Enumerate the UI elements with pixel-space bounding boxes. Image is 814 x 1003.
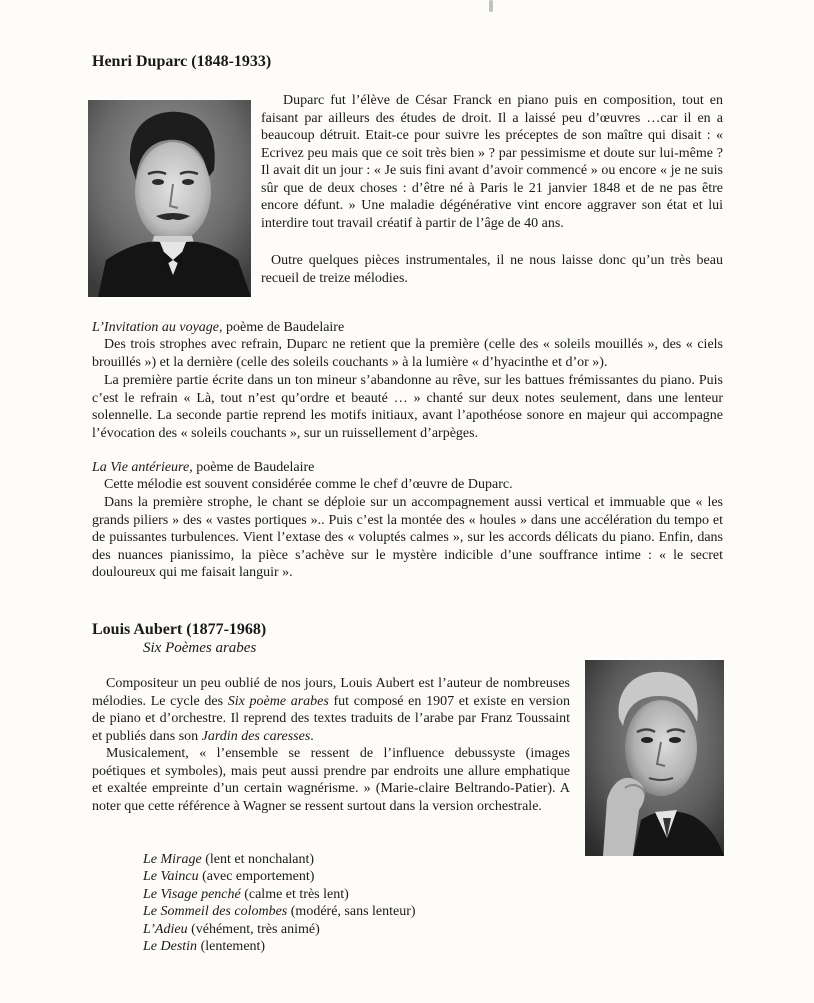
invitation-poet: poème de Baudelaire [222,320,345,335]
duparc-bio-text-2: Outre quelques pièces instrumentales, il ne nous laisse donc qu’un très beau recueil de treize mélodies. [261,253,723,286]
scan-mark [489,0,493,12]
aubert-paragraph-1 [92,675,570,745]
melodie-item [143,868,416,885]
aubert-text-1-italic-cycle: Six poème arabes [227,693,329,709]
vie-title: La Vie antérieure, [92,460,193,475]
melodie-tempo: (avec emportement) [198,869,315,885]
melodie-tempo: (modéré, sans lenteur) [287,904,416,920]
aubert-text-1-italic-jardin: Jardin des caresses [201,728,311,744]
duparc-portrait [88,100,251,297]
vie-text-1: Cette mélodie est souvent considérée comme le chef d’œuvre de Duparc. [104,477,513,492]
melodie-item [143,851,416,868]
melodie-title: Le Vaincu [143,869,199,885]
aubert-subtitle: Six Poèmes arabes [143,640,257,656]
invitation-title: L’Invitation au voyage, [92,320,223,335]
duparc-bio-text-1: Duparc fut l’élève de César Franck en piano puis en composition, tout en faisant par ailleurs des études de droit. Il a laissé peu d’œuvres …car il en a beaucoup détruit. Etait-ce pour suivre les préceptes de son maître qui disait : « Ecrivez peu mais que ce soit très bien » ? par pessimisme et doute sur lui-même ? Il avait dit un jour : « Je suis fini avant d’avoir commencé » ou encore « je ne suis sûr que de deux choses : d’être né à Paris le 21 janvier 1848 et de ne pas être encore défunt. » Une maladie dégénérative vint encore aggraver son état et lui interdire tout travail créatif à partir de l’âge de 40 ans. [261,93,723,231]
duparc-bio-paragraph-2 [261,252,723,287]
aubert-text-2: Musicalement, « l’ensemble se ressent de l’influence debussyste (images poétiques et symboles), mais peut aussi prendre par endroits une allure emphatique et exaltée empreinte d’un certain wagnérisme. » (Marie-claire Beltrando-Patier). A noter que cette référence à Wagner se ressent surtout dans la version orchestrale. [92,746,570,814]
aubert-text-1a: Compositeur un peu oublié de nos jours, Louis Aubert est l’auteur de nombreuses mélodies. Le cycle des [92,676,570,709]
melodie-title: Le Mirage [143,852,202,867]
melodies-list [143,851,416,955]
aubert-paragraph-2 [92,745,570,815]
aubert-text-1b: fut composé en 1907 et existe en version de piano et d’orchestre. Il reprend des textes traduits de l’arabe par Franz Toussaint et publiés dans son [92,693,570,744]
vie-paragraph-1 [92,476,723,494]
vie-text-2: Dans la première strophe, le chant se déploie sur un accompagnement aussi vertical et immuable que « les grands piliers » des « vastes portiques ».. Puis c’est la montée des « houles » dans une accélération du tempo et de puissantes turbulences. Vient l’extase des « voluptés calmes », sur les accords délicats du piano. Enfin, dans des nuances pianissimo, la pièce s’achève sur le mystère indicible d’une souffrance intime : « le secret douloureux qui me faisait languir ». [92,495,723,580]
aubert-heading: Louis Aubert (1877-1968) [92,621,267,638]
vie-poet: poème de Baudelaire [192,460,315,475]
melodie-tempo: (calme et très lent) [240,886,349,902]
melodie-tempo: (lent et nonchalant) [201,852,315,867]
invitation-paragraph-1 [92,336,723,371]
melodie-tempo: (véhément, très animé) [187,921,320,937]
invitation-heading [92,319,344,337]
melodie-title: Le Sommeil des colombes [143,904,288,920]
melodie-title: Le Destin [143,939,198,955]
melodie-title: Le Visage penché [143,886,241,902]
melodie-item [143,886,416,903]
invitation-text-2: La première partie écrite dans un ton mineur s’abandonne au rêve, sur les battues frémissantes du piano. Puis c’est le refrain « Là, tout n’est qu’ordre et beauté … » chanté sur deux notes seulement, dans une lenteur solennelle. La seconde partie reprend les motifs initiaux, avant l’apothéose sonore en majeur qui accompagne l’évocation des « soleils couchants », sur un ruissellement d’arpèges. [92,373,723,441]
aubert-text-1c: . [310,728,314,744]
invitation-text-1: Des trois strophes avec refrain, Duparc ne retient que la première (celle des « soleils mouillés », des « ciels brouillés ») et la dernière (celle des soleils couchants » à la lumière « d’hyacinthe et d’or »). [92,337,723,370]
melodie-item [143,921,416,938]
melodie-item [143,938,416,955]
melodie-title: L’Adieu [143,921,188,937]
vie-heading [92,459,314,477]
invitation-paragraph-2 [92,372,723,442]
duparc-bio-paragraph-1 [261,92,723,232]
melodie-tempo: (lentement) [197,939,266,955]
vie-paragraph-2 [92,494,723,582]
melodie-item [143,903,416,920]
aubert-portrait [585,660,724,856]
duparc-heading: Henri Duparc (1848-1933) [92,53,272,70]
